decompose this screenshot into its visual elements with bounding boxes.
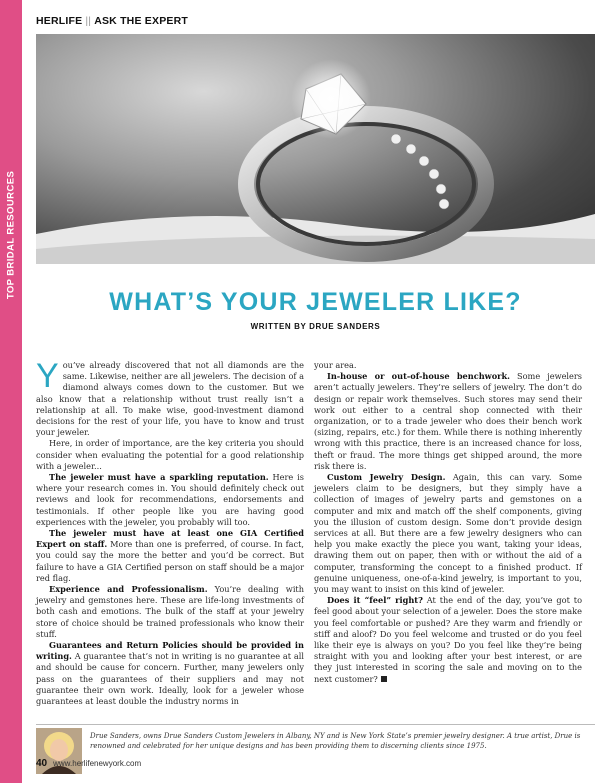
article-column-right: [314, 360, 582, 685]
paragraph: Here, in order of importance, are the key criteria you should consider when evaluating the potential for a good relationship with a jeweler...: [36, 438, 304, 471]
sidebar-label: TOP BRIDAL RESOURCES: [5, 170, 17, 300]
sidebar-strip: [0, 0, 22, 783]
bio-divider: [36, 724, 595, 725]
article-byline: WRITTEN BY DRUE SANDERS: [250, 322, 381, 331]
paragraph: In-house or out-of-house benchwork. Some jewelers aren’t actually jewelers. They’re sellers of jewelry. The don’t do design or repair work themselves. Such stores may send their work out either to a central shop connected with their organization, or to a trade jeweler who does their bench work (sizing, repairs, etc.) for them. While there is nothing inherently wrong with this practice, there is an increased chance for loss, theft or fraud. The more things get shipped around, the more risk there is.: [314, 371, 583, 471]
criterion-heading: In-house or out-of-house benchwork.: [327, 371, 510, 382]
end-mark-icon: [381, 676, 387, 682]
page-header: [36, 15, 188, 27]
author-bio: Drue Sanders, owns Drue Sanders Custom Jewelers in Albany, NY and is New York State’s premier jewelry designer. A true artist, Drue is renowned and celebrated for her unique designs and has been providing them to discerning clients since 1975.: [90, 732, 581, 750]
paragraph: your area.: [314, 360, 357, 370]
section-name: ASK THE EXPERT: [94, 15, 189, 27]
diamond-ring-icon: [36, 34, 595, 264]
diamond-ring-photo: [36, 34, 595, 264]
criterion-heading: Custom Jewelry Design.: [327, 472, 446, 483]
criterion-heading: Guarantees and Return Policies should be provided in writing.: [36, 640, 304, 662]
page-number: 40: [36, 758, 48, 769]
paragraph: You’ve already discovered that not all diamonds are the same. Likewise, neither are all jewelers. The decision of a diamond always comes down to the customer. But we also know that a relationship without trust really isn’t a relationship at all. To make wise, good-investment diamond decisions for the rest of your life, you have to know and trust your jeweler.: [36, 357, 304, 438]
brand-name: HERLIFE: [36, 15, 83, 27]
paragraph: Experience and Professionalism. You’re dealing with jewelry and gemstones here. These are life-long investments of both cash and emotions. The bulk of the staff at your jewelry store of choice should be trained professionals who know their stuff.: [36, 584, 304, 639]
footer-url: www.herlifenewyork.com: [53, 759, 142, 768]
paragraph: The jeweler must have at least one GIA Certified Expert on staff. More than one is preferred, of course. In fact, you could say the more the better and you’d be correct. But failure to have a GIA Certified person on staff should be a major red flag.: [36, 528, 304, 583]
paragraph: The jeweler must have a sparkling reputation. Here is where your research comes in. You should definitely check out reviews and look for recommendations, endorsements and testimonials. If other people like you are having good experiences with the jeweler, you probably will too.: [36, 472, 304, 527]
criterion-heading: The jeweler must have a sparkling reputation.: [49, 472, 269, 483]
criterion-heading: The jeweler must have at least one GIA Certified Expert on staff.: [36, 528, 304, 550]
criterion-heading: Does it “feel” right?: [327, 595, 423, 606]
header-separator: ||: [85, 15, 92, 27]
paragraph: Custom Jewelry Design. Again, this can vary. Some jewelers claim to be designers, but they simply have a collection of images of jewelry parts and gemstones on a computer and mix and match off the shelf components, giving you the illusion of custom design. Some don’t provide design services at all. But there are a few jewelry designers who can help you make exactly the piece you want, taking your ideas, drawing them out on paper, then with or without the aid of a computer, transforming the concept to a finished product. If genuine uniqueness, one-of-a-kind jewelry, is important to you, you may want to insist on this kind of jeweler.: [314, 472, 583, 595]
criterion-heading: Experience and Professionalism.: [49, 584, 208, 595]
paragraph: Does it “feel” right? At the end of the day, you’ve got to feel good about your selection of a jeweler. Does the store make you feel comfortable or pushed? Are they warm and friendly or stiff and aloof? Do you feel welcome and trusted or do you feel like their eye is always on you? Do you feel like they’re being straight with you and looking after your best interest, or are they just interested in scoring the sale and moving on to the next customer?: [314, 595, 582, 684]
drop-cap: Y: [36, 357, 59, 395]
article-title: WHAT’S YOUR JEWELER LIKE?: [109, 288, 522, 316]
paragraph: Guarantees and Return Policies should be provided in writing. A guarantee that’s not in writing is no guarantee at all and should be cause for concern. Further, many jewelers only pass on the guarantees of their suppliers and may not guarantee their own work. Ideally, look for a jeweler whose guarantees at least double the industry norms in: [36, 640, 304, 707]
page-footer: [36, 758, 141, 769]
article-column-left: [36, 357, 304, 707]
